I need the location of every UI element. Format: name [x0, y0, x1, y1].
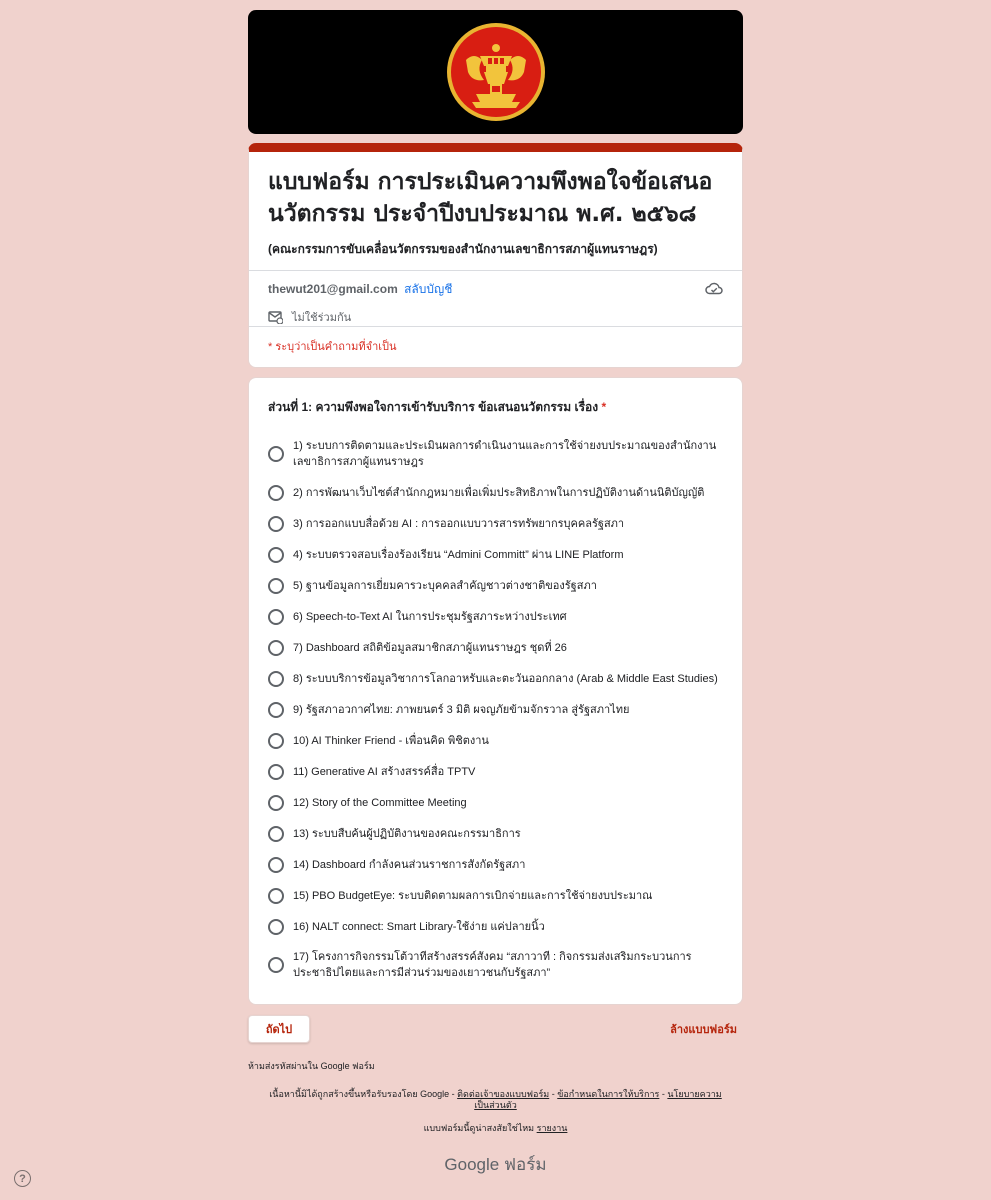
radio-option[interactable] [268, 570, 723, 601]
radio-option[interactable] [268, 880, 723, 911]
question-card [248, 377, 743, 1005]
radio-option-label: 16) NALT connect: Smart Library-ใช้ง่าย แค่ปลายนิ้ว [293, 920, 545, 933]
radio-option[interactable] [268, 431, 723, 477]
report-link[interactable]: รายงาน [536, 1123, 568, 1133]
radio-button[interactable] [268, 547, 284, 563]
radio-option-label: 9) รัฐสภาอวกาศไทย: ภาพยนตร์ 3 มิติ ผจญภัยข้ามจักรวาล สู่รัฐสภาไทย [293, 703, 630, 716]
radio-option-label: 3) การออกแบบสื่อด้วย AI : การออกแบบวารสารทรัพยากรบุคคลรัฐสภา [293, 517, 625, 530]
form-description: (คณะกรรมการขับเคลื่อนวัตกรรมของสำนักงานเลขาธิการสภาผู้แทนราษฎร) [268, 242, 658, 256]
radio-button[interactable] [268, 609, 284, 625]
nav-row [248, 1015, 743, 1043]
privacy-link[interactable]: นโยบายความเป็นส่วนตัว [474, 1089, 722, 1110]
radio-option-label: 12) Story of the Committee Meeting [293, 796, 467, 809]
header-banner [248, 10, 743, 134]
contact-owner-link[interactable]: ติดต่อเจ้าของแบบฟอร์ม [457, 1089, 550, 1099]
radio-option-label: 17) โครงการกิจกรรมโต้วาทีสร้างสรรค์สังคม “สภาวาที : กิจกรรมส่งเสริมกระบวนการประชาธิปไตยและการมีส่วนร่วมของเยาวชนกับรัฐสภา” [293, 951, 692, 979]
radio-option[interactable] [268, 539, 723, 570]
radio-button[interactable] [268, 857, 284, 873]
radio-button[interactable] [268, 764, 284, 780]
form-title: แบบฟอร์ม การประเมินความพึงพอใจข้อเสนอนวัตกรรม ประจำปีงบประมาณ พ.ศ. ๒๕๖๘ [268, 169, 713, 227]
radio-option[interactable] [268, 632, 723, 663]
required-note: * ระบุว่าเป็นคำถามที่จำเป็น [249, 326, 742, 367]
switch-account-link[interactable]: สลับบัญชี [404, 282, 453, 296]
radio-option-label: 6) Speech-to-Text AI ในการประชุมรัฐสภาระหว่างประเทศ [293, 610, 567, 623]
terms-link[interactable]: ข้อกำหนดในการให้บริการ [557, 1089, 660, 1099]
radio-option-label: 1) ระบบการติดตามและประเมินผลการดำเนินงานและการใช้จ่ายงบประมาณของสำนักงานเลขาธิการสภาผู้แทนราษฎร [293, 440, 717, 468]
footer-disclaimer [248, 1089, 743, 1111]
clear-form-button[interactable]: ล้างแบบฟอร์ม [670, 1024, 737, 1036]
radio-option[interactable] [268, 849, 723, 880]
radio-option[interactable] [268, 694, 723, 725]
radio-option-label: 2) การพัฒนาเว็บไซต์สำนักกฎหมายเพื่อเพิ่มประสิทธิภาพในการปฏิบัติงานด้านนิติบัญญัติ [293, 486, 705, 499]
not-shared-row [268, 308, 723, 326]
radio-option[interactable] [268, 725, 723, 756]
radio-option-label: 11) Generative AI สร้างสรรค์สื่อ TPTV [293, 765, 476, 778]
radio-option[interactable] [268, 756, 723, 787]
cloud-done-icon [705, 281, 723, 295]
never-submit-passwords: ห้ามส่งรหัสผ่านใน Google ฟอร์ม [248, 1061, 375, 1071]
radio-button[interactable] [268, 826, 284, 842]
brand-forms: ฟอร์ม [503, 1155, 547, 1174]
not-shared-label: ไม่ใช้ร่วมกัน [292, 312, 352, 324]
radio-option-label: 8) ระบบบริการข้อมูลวิชาการโลกอาหรับและตะวันออกกลาง (Arab & Middle East Studies) [293, 672, 718, 685]
mail-check-icon [268, 310, 283, 324]
options-list [268, 431, 723, 988]
radio-option-label: 5) ฐานข้อมูลการเยี่ยมคารวะบุคคลสำคัญชาวต่างชาติของรัฐสภา [293, 579, 597, 592]
radio-option-label: 14) Dashboard กำลังคนส่วนราชการสังกัดรัฐสภา [293, 858, 526, 871]
radio-option-label: 13) ระบบสืบค้นผู้ปฏิบัติงานของคณะกรรมาธิการ [293, 827, 521, 840]
disclaimer-text: เนื้อหานี้มิได้ถูกสร้างขึ้นหรือรับรองโดย Google - [269, 1089, 455, 1099]
footer-separator: - [661, 1089, 665, 1099]
radio-option[interactable] [268, 911, 723, 942]
radio-option-label: 4) ระบบตรวจสอบเรื่องร้องเรียน “Admini Committ” ผ่าน LINE Platform [293, 548, 624, 561]
next-button[interactable]: ถัดไป [248, 1015, 310, 1043]
radio-button[interactable] [268, 578, 284, 594]
suspicious-text: แบบฟอร์มนี้ดูน่าสงสัยใช่ไหม [423, 1123, 535, 1133]
radio-option[interactable] [268, 818, 723, 849]
radio-button[interactable] [268, 888, 284, 904]
radio-button[interactable] [268, 919, 284, 935]
radio-button[interactable] [268, 795, 284, 811]
form-container [248, 10, 743, 1178]
account-row [249, 270, 742, 326]
google-forms-logo[interactable] [248, 1151, 743, 1178]
radio-option-label: 15) PBO BudgetEye: ระบบติดตามผลการเบิกจ่ายและการใช้จ่ายงบประมาณ [293, 889, 653, 902]
radio-button[interactable] [268, 640, 284, 656]
radio-button[interactable] [268, 702, 284, 718]
question-title [268, 398, 723, 417]
radio-option[interactable] [268, 942, 723, 988]
report-row [248, 1121, 743, 1135]
radio-button[interactable] [268, 485, 284, 501]
radio-button[interactable] [268, 516, 284, 532]
radio-option-label: 7) Dashboard สถิติข้อมูลสมาชิกสภาผู้แทนราษฎร ชุดที่ 26 [293, 641, 567, 654]
brand-google: Google [444, 1155, 500, 1174]
parliament-emblem-icon [446, 22, 546, 122]
radio-option[interactable] [268, 508, 723, 539]
radio-option[interactable] [268, 787, 723, 818]
radio-option[interactable] [268, 601, 723, 632]
question-title-text: ส่วนที่ 1: ความพึงพอใจการเข้ารับบริการ ข้อเสนอนวัตกรรม เรื่อง [268, 400, 599, 414]
radio-button[interactable] [268, 671, 284, 687]
radio-button[interactable] [268, 446, 284, 462]
radio-option[interactable] [268, 663, 723, 694]
account-email: thewut201@gmail.com [268, 282, 398, 296]
radio-option-label: 10) AI Thinker Friend - เพื่อนคิด พิชิตงาน [293, 734, 489, 747]
radio-button[interactable] [268, 733, 284, 749]
radio-button[interactable] [268, 957, 284, 973]
form-header-card [248, 143, 743, 368]
help-icon[interactable]: ? [14, 1170, 31, 1187]
required-star: * [601, 400, 607, 414]
footer-separator: - [551, 1089, 555, 1099]
radio-option[interactable] [268, 477, 723, 508]
